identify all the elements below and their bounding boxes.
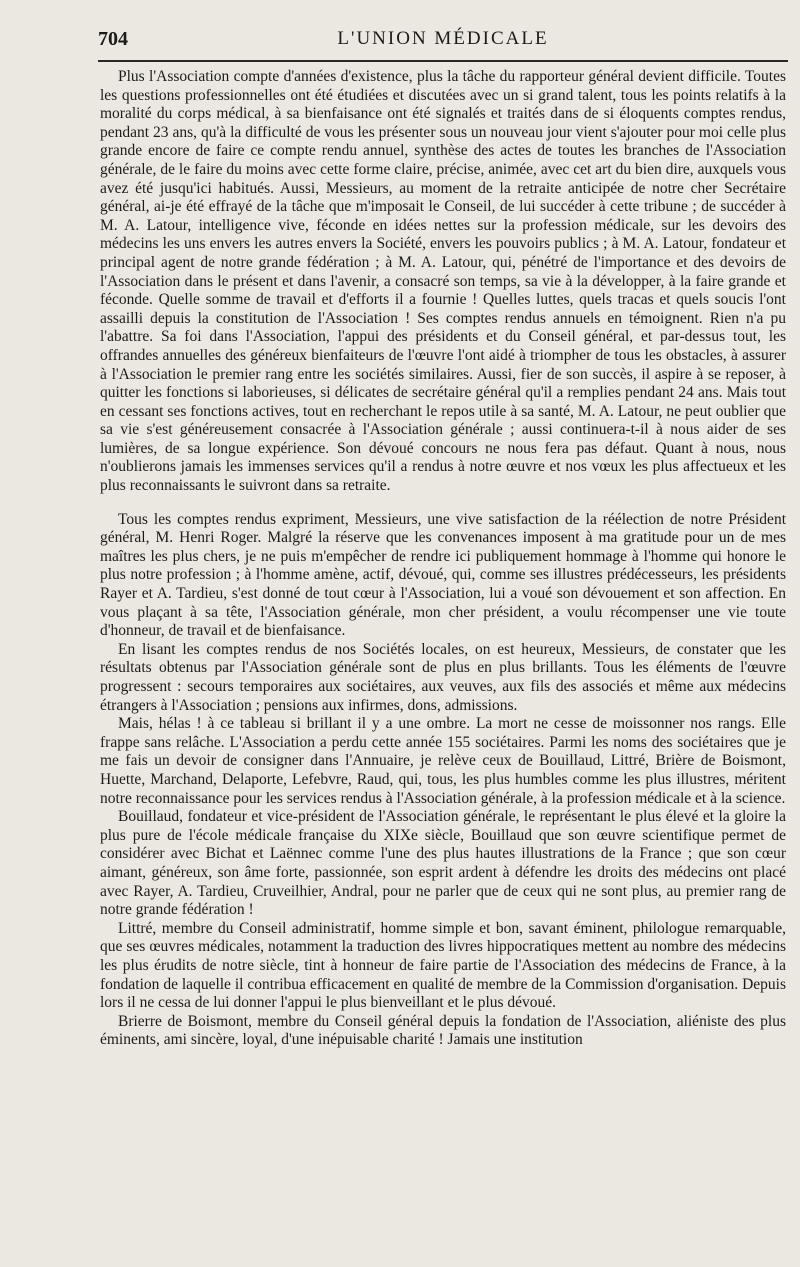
paragraph: Bouillaud, fondateur et vice-président de l'Association générale, le représentant le plus élevé et la gloire la plus pure de l'école médicale française du XIXe siècle, Bouillaud que son œuvre scientifique permet de considérer avec Bichat et Laënnec comme l'une des plus hautes illustrations de la France ; que son cœur aimant, généreux, son âme forte, passionnée, son esprit ardent à défendre les droits des médecins ont placé avec Rayer, A. Tardieu, Cruveilhier, Andral, pour ne parler que de ceux qui ne sont plus, au premier rang de notre grande fédération ! xyxy=(100,808,786,919)
paragraph: Brierre de Boismont, membre du Conseil général depuis la fondation de l'Association, aliéniste des plus éminents, ami sincère, loyal, d'une inépuisable charité ! Jamais une institution xyxy=(100,1012,786,1049)
paragraph: Plus l'Association compte d'années d'existence, plus la tâche du rapporteur général devient difficile. Toutes les questions professionnelles ont été étudiées et discutées avec un si grand talent, tous les points relatifs à la moralité du corps médical, à sa bienfaisance ont été signalés et traités dans de si éloquents comptes rendus, pendant 23 ans, qu'à la difficulté de vous les présenter sous un nouveau jour vient s'ajouter pour moi celle plus grande encore de faire ce compte rendu annuel, synthèse des actes de toutes les branches de l'Association générale, de le faire du moins avec cette forme claire, précise, animée, avec cet art du bien dire, auxquels vous avez été jusqu'ici habitués. Aussi, Messieurs, au moment de la retraite anticipée de notre cher Secrétaire général, ai-je été effrayé de la tâche que m'imposait le Conseil, de lui succéder à cette tribune ; de succéder à M. A. Latour, intelligence vive, féconde en idées nettes sur la profession médicale, sur les devoirs des médecins les uns envers les autres envers la Société, envers les pouvoirs publics ; à M. A. Latour, fondateur et principal agent de notre grande fédération ; à M. A. Latour, qui, pénétré de l'importance et des devoirs de l'Association dans le présent et dans l'avenir, a consacré son temps, sa vie à la développer, à la faire grande et féconde. Quelle somme de travail et d'efforts il a fournie ! Quelles luttes, quels tracas et quels soucis l'ont assailli depuis la constitution de l'Association ! Ses comptes rendus annuels en témoignent. Rien n'a pu l'abattre. Sa foi dans l'Association, l'appui des présidents et du Conseil général, et par-dessus tout, les offrandes annuelles des généreux bienfaiteurs de l'œuvre l'ont aidé à triompher de tous les obstacles, à assurer à l'Association le premier rang entre les sociétés similaires. Aussi, fier de son succès, il aspire à se reposer, à quitter les fonctions si laborieuses, si délicates de secrétaire général qu'il a remplies pendant 24 ans. Mais tout en cessant ses fonctions actives, tout en recherchant le repos utile à sa santé, M. A. Latour, ne peut oublier que sa vie s'est généreusement consacrée à l'Association générale ; aussi continuera-t-il à nous aider de ses lumières, de sa longue expérience. Son dévoué concours ne nous fera pas défaut. Quant à nous, nous n'oublierons jamais les immenses services qu'il a rendus à notre œuvre et nos vœux les plus affectueux et les plus reconnaissants le suivront dans sa retraite. xyxy=(100,68,786,495)
paragraph: En lisant les comptes rendus de nos Sociétés locales, on est heureux, Messieurs, de constater que les résultats obtenus par l'Association générale sont de plus en plus brillants. Tous les éléments de l'œuvre progressent : secours temporaires aux sociétaires, aux veuves, aux fils des associés et même aux médecins étrangers à l'Association ; pensions aux infirmes, dons, admissions. xyxy=(100,640,786,714)
body-text xyxy=(100,68,786,1050)
running-title: L'UNION MÉDICALE xyxy=(337,28,549,49)
page-header xyxy=(98,26,788,56)
paragraph: Littré, membre du Conseil administratif, homme simple et bon, savant éminent, philologue remarquable, que ses œuvres médicales, notamment la traduction des livres hippocratiques mettent au nombre des médecins les plus érudits de notre siècle, tint à honneur de faire partie de l'Association des médecins de France, à la fondation de laquelle il contribua efficacement en qualité de membre de la Commission d'organisation. Depuis lors il ne cessa de lui donner l'appui le plus bienveillant et le plus dévoué. xyxy=(100,919,786,1012)
header-rule xyxy=(98,60,788,62)
paragraph: Mais, hélas ! à ce tableau si brillant il y a une ombre. La mort ne cesse de moissonner nos rangs. Elle frappe sans relâche. L'Association a perdu cette année 155 sociétaires. Parmi les noms des sociétaires que je me fais un devoir de consigner dans l'Annuaire, je relève ceux de Bouillaud, Littré, Brière de Boismont, Huette, Marchand, Delaporte, Lefebvre, Raud, qui, tous, les plus humbles comme les plus illustres, méritent notre reconnaissance pour les services rendus à l'Association générale, à la profession médicale et à la science. xyxy=(100,715,786,807)
paragraph: Tous les comptes rendus expriment, Messieurs, une vive satisfaction de la réélection de notre Président général, M. Henri Roger. Malgré la réserve que les convenances imposent à ma gratitude pour un de mes maîtres les plus chers, je ne puis m'empêcher de rendre ici publiquement hommage à l'homme qui honore le plus notre profession ; à l'homme amène, actif, dévoué, qui, comme ses illustres prédécesseurs, les présidents Rayer et A. Tardieu, s'est donné de tout cœur à l'Association, lui a voué son dévouement et son affection. En vous plaçant à sa tête, l'Association générale, mon cher président, a voulu récompenser une vie toute d'honneur, de travail et de bienfaisance. xyxy=(100,510,786,640)
page-number: 704 xyxy=(98,28,128,50)
